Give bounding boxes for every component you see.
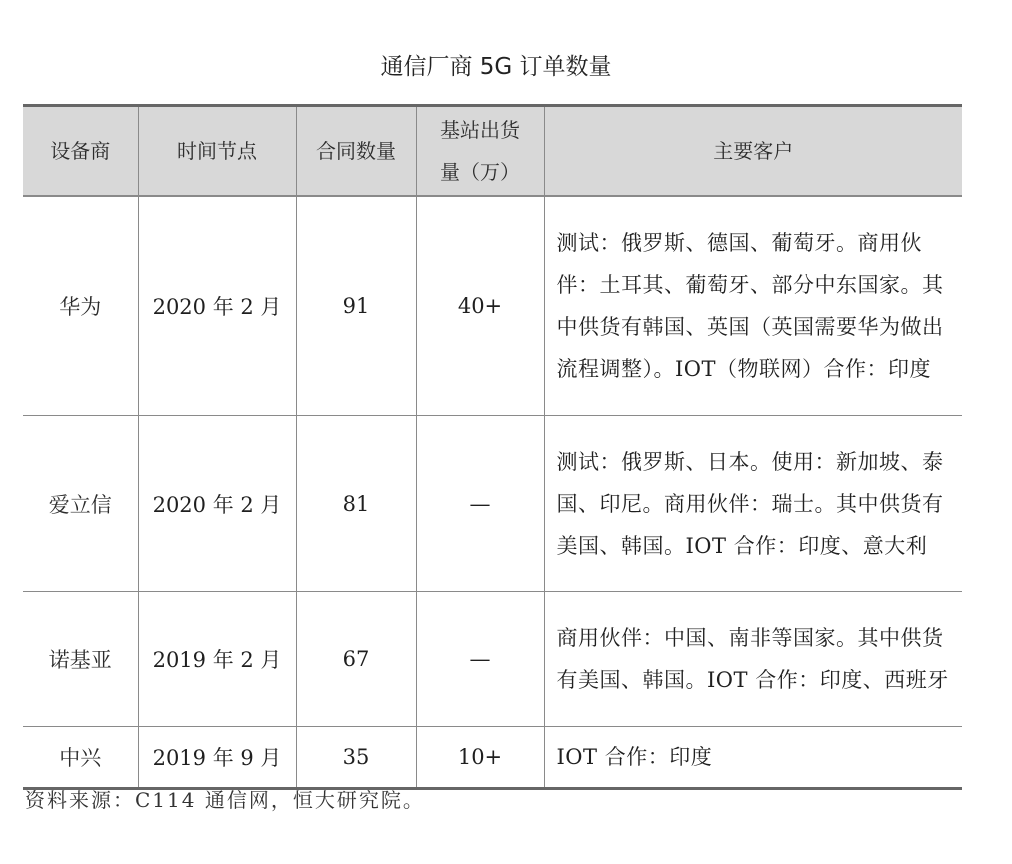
header-vendor: 设备商 — [23, 106, 138, 197]
cell-customers: 商用伙伴：中国、南非等国家。其中供货有美国、韩国。IOT 合作：印度、西班牙 — [544, 592, 962, 727]
cell-vendor: 中兴 — [23, 727, 138, 789]
table-row — [23, 592, 962, 727]
cell-time: 2020 年 2 月 — [138, 416, 296, 592]
header-shipments — [416, 106, 544, 197]
table-row — [23, 416, 962, 592]
cell-contracts: 81 — [296, 416, 416, 592]
cell-contracts: 91 — [296, 196, 416, 416]
cell-customers: 测试：俄罗斯、日本。使用：新加坡、泰国、印尼。商用伙伴：瑞士。其中供货有美国、韩国。IOT 合作：印度、意大利 — [544, 416, 962, 592]
cell-shipments: 10+ — [416, 727, 544, 789]
vendor-orders-table — [23, 104, 962, 790]
cell-time: 2020 年 2 月 — [138, 196, 296, 416]
source-note: 资料来源：C114 通信网，恒大研究院。 — [25, 788, 425, 812]
header-customers: 主要客户 — [544, 106, 962, 197]
cell-shipments: 40+ — [416, 196, 544, 416]
header-shipments-line1: 基站出货 — [440, 118, 520, 142]
header-row — [23, 106, 962, 197]
cell-contracts: 35 — [296, 727, 416, 789]
header-shipments-line2: 量（万） — [440, 160, 520, 184]
cell-vendor: 华为 — [23, 196, 138, 416]
cell-vendor: 爱立信 — [23, 416, 138, 592]
cell-time: 2019 年 2 月 — [138, 592, 296, 727]
table-title: 通信厂商 5G 订单数量 — [380, 54, 612, 80]
cell-shipments: — — [416, 416, 544, 592]
cell-customers: 测试：俄罗斯、德国、葡萄牙。商用伙伴：土耳其、葡萄牙、部分中东国家。其中供货有韩国、英国（英国需要华为做出流程调整）。IOT（物联网）合作：印度 — [544, 196, 962, 416]
cell-shipments: — — [416, 592, 544, 727]
cell-customers: IOT 合作：印度 — [544, 727, 962, 789]
table-row — [23, 727, 962, 789]
cell-contracts: 67 — [296, 592, 416, 727]
header-contracts: 合同数量 — [296, 106, 416, 197]
header-time: 时间节点 — [138, 106, 296, 197]
cell-vendor: 诺基亚 — [23, 592, 138, 727]
cell-time: 2019 年 9 月 — [138, 727, 296, 789]
table-row — [23, 196, 962, 416]
